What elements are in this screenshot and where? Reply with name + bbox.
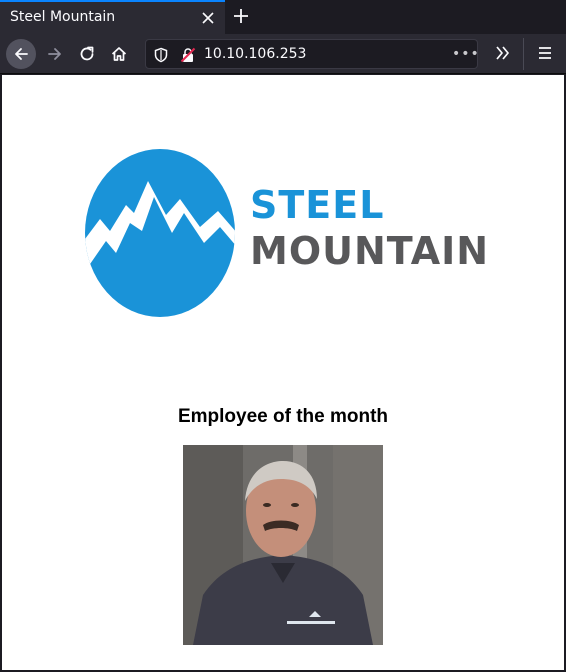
home-icon [110,45,128,63]
chevron-double-right-icon[interactable] [492,42,514,64]
page-actions-more[interactable]: ••• [452,46,480,62]
tab-title: Steel Mountain [10,9,116,25]
active-tab[interactable] [0,0,225,34]
home-button[interactable] [104,39,134,69]
logo-text-mountain: MOUNTAIN [250,229,490,273]
hamburger-menu-icon[interactable] [536,43,554,63]
reload-button[interactable] [72,39,102,69]
employee-photo [183,445,383,645]
page-content [2,75,564,670]
url-bar[interactable] [145,39,478,69]
employee-of-month-heading: Employee of the month [177,406,389,427]
employee-portrait-image [183,445,383,645]
forward-button[interactable] [40,39,70,69]
insecure-lock-icon[interactable] [180,47,196,63]
logo-text-steel: STEEL [250,183,385,227]
steel-mountain-logo [82,147,490,319]
reload-icon [78,45,96,63]
tab-bar [0,0,566,34]
back-button[interactable] [6,39,36,69]
url-text[interactable]: 10.10.106.253 [204,46,307,62]
shield-icon[interactable] [154,47,168,63]
plus-icon[interactable] [231,6,251,26]
forward-arrow-icon [46,45,64,63]
toolbar-separator [523,38,524,70]
close-icon[interactable] [199,9,217,27]
back-arrow-icon [12,45,30,63]
nav-toolbar [0,34,566,74]
mountain-logo-icon [82,147,237,319]
